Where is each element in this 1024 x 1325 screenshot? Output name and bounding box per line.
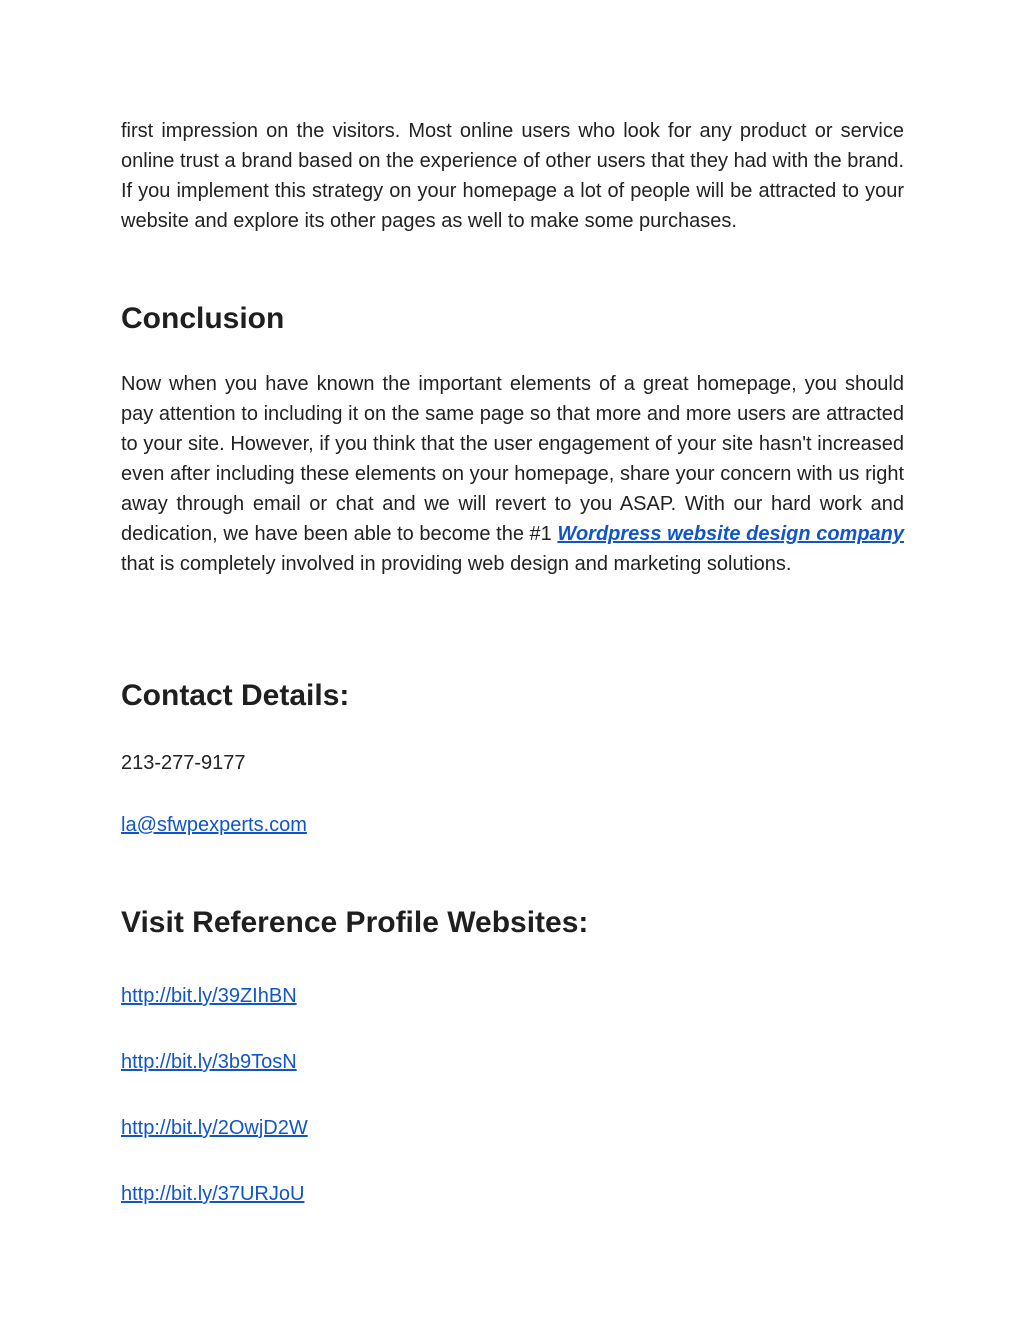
reference-profiles-heading: Visit Reference Profile Websites: [121, 906, 589, 939]
reference-link-3[interactable]: http://bit.ly/2OwjD2W [121, 1117, 308, 1139]
conclusion-heading: Conclusion [121, 302, 285, 335]
conclusion-text-before-link: Now when you have known the important elements of a great homepage, you should pay attention to including it on the same page so that more and more users are attracted to your site. However, if you think that the user engagement of your site hasn't increased even after including these elements on your homepage, share your concern with us right away through email or chat and we will revert to you ASAP. With our hard work and dedication, we have been able to become the #1 [121, 373, 904, 545]
contact-phone: 213-277-9177 [121, 752, 246, 774]
conclusion-text-after-link: that is completely involved in providing web design and marketing solutions. [121, 553, 792, 575]
reference-link-2[interactable]: http://bit.ly/3b9TosN [121, 1051, 297, 1073]
contact-details-heading: Contact Details: [121, 679, 350, 712]
conclusion-paragraph [121, 369, 904, 579]
reference-link-4[interactable]: http://bit.ly/37URJoU [121, 1183, 305, 1205]
reference-link-1[interactable]: http://bit.ly/39ZIhBN [121, 985, 297, 1007]
wordpress-design-company-link[interactable]: Wordpress website design company [557, 523, 904, 545]
intro-paragraph: first impression on the visitors. Most online users who look for any product or service online trust a brand based on the experience of other users that they had with the brand. If you implement this strategy on your homepage a lot of people will be attracted to your website and explore its other pages as well to make some purchases. [121, 120, 904, 232]
contact-email-link[interactable]: la@sfwpexperts.com [121, 814, 307, 836]
